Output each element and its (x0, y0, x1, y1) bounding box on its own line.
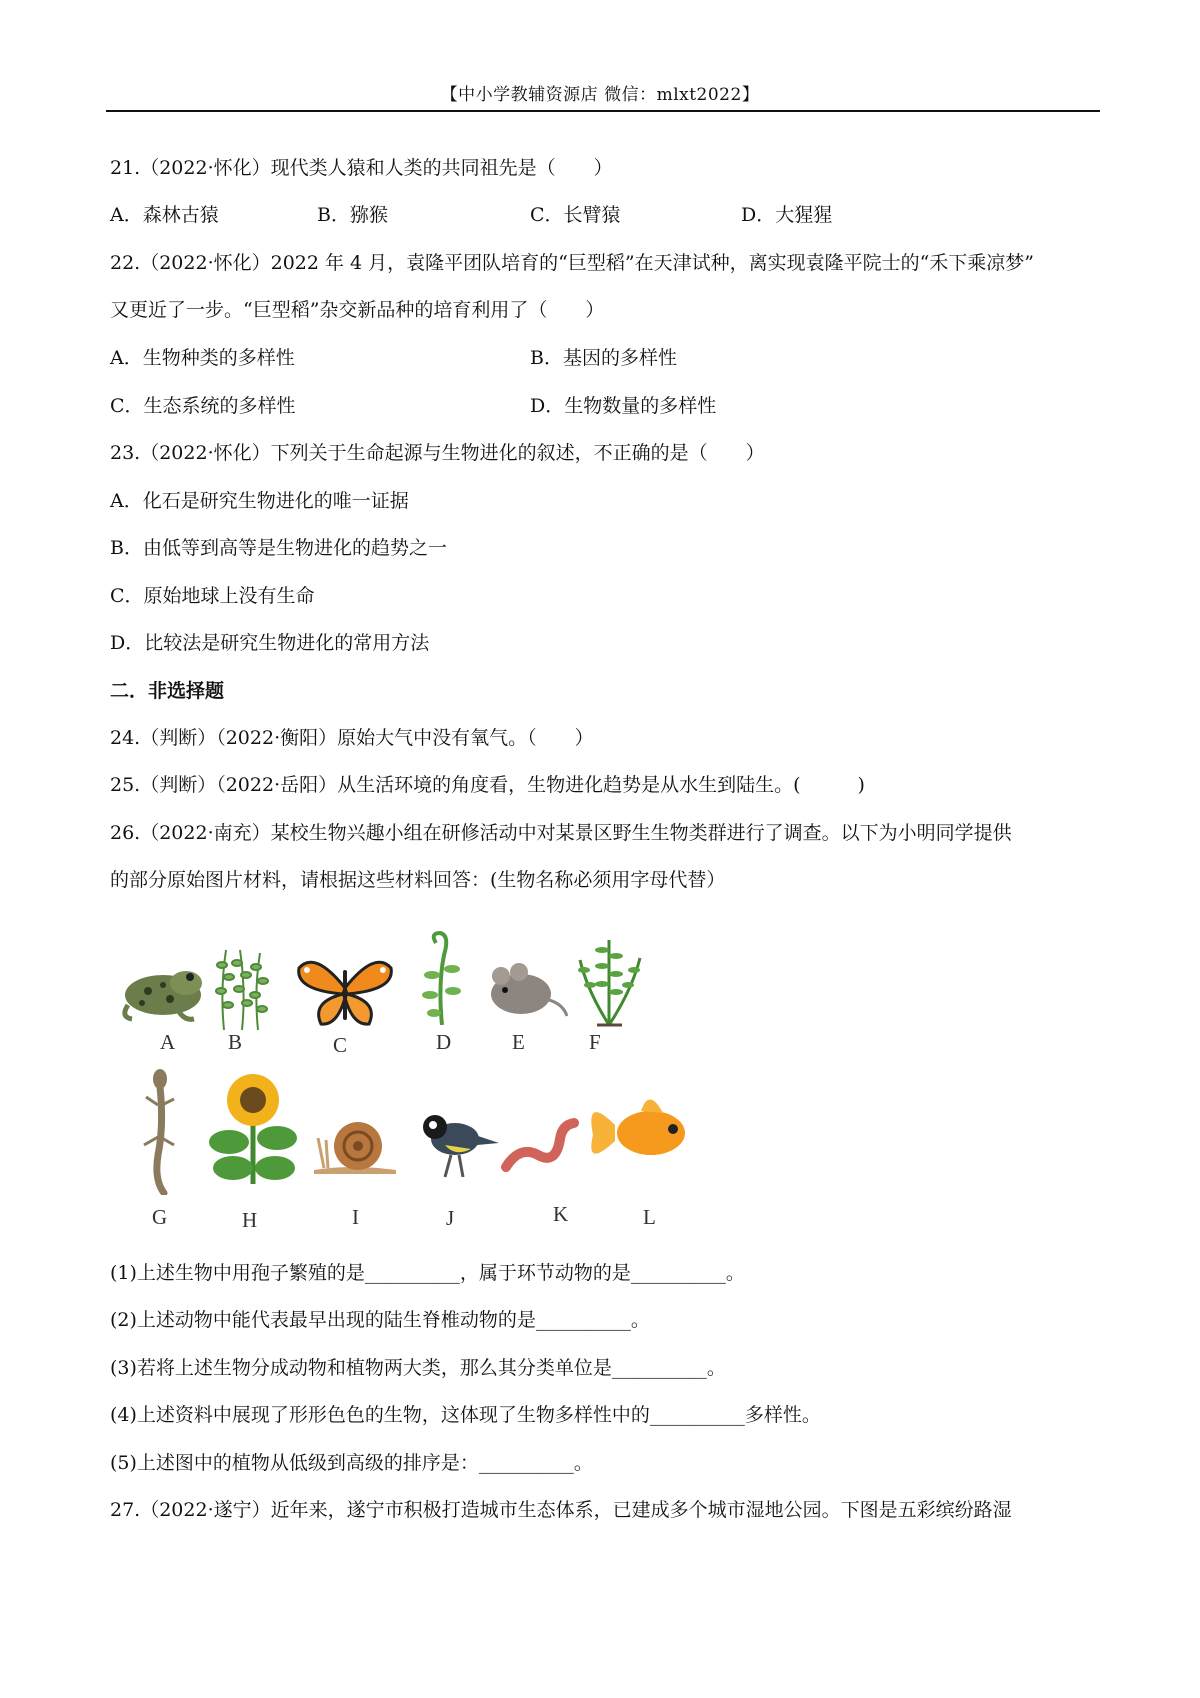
q24-stem: 24.（判断）（2022·衡阳）原始大气中没有氧气。（ ） (110, 727, 594, 749)
q22-stem-line2: 又更近了一步。“巨型稻”杂交新品种的培育利用了（ ） (110, 299, 605, 321)
organism-label: J (446, 1206, 455, 1230)
sunflower-image (205, 1072, 300, 1187)
q26-sub-question: (4)上述资料中展现了形形色色的生物，这体现了生物多样性中的__________多样性。 (110, 1404, 821, 1426)
q26-sub-question: (5)上述图中的植物从低级到高级的排序是：__________。 (110, 1452, 593, 1474)
q22-option-a: A．生物种类的多样性 (110, 347, 295, 369)
moss-image (212, 945, 272, 1030)
organism-label: H (242, 1208, 258, 1232)
butterfly-image (295, 950, 395, 1030)
organism-label: K (553, 1202, 569, 1226)
q26-stem-line2: 的部分原始图片材料，请根据这些材料回答：(生物名称必须用字母代替） (110, 869, 726, 891)
lizard-image (138, 1065, 183, 1195)
q26-stem-line1: 26.（2022·南充）某校生物兴趣小组在研修活动中对某景区野生生物类群进行了调查。以下为小明同学提供 (110, 822, 1012, 844)
q23-stem: 23.（2022·怀化）下列关于生命起源与生物进化的叙述，不正确的是（ ） (110, 442, 765, 464)
q22-option-b: B．基因的多样性 (530, 347, 677, 369)
organism-label: A (160, 1030, 176, 1054)
organism-label: L (643, 1205, 656, 1229)
organism-label: E (512, 1030, 525, 1054)
organism-label: G (152, 1205, 168, 1229)
mouse-image (483, 960, 568, 1020)
q22-stem-line1: 22.（2022·怀化）2022 年 4 月，袁隆平团队培育的“巨型稻”在天津试种，离实现袁隆平院士的“禾下乘凉梦” (110, 252, 1035, 274)
q26-sub-question: (3)若将上述生物分成动物和植物两大类，那么其分类单位是__________。 (110, 1357, 726, 1379)
section-title: 二．非选择题 (110, 680, 225, 702)
frog-image (118, 955, 208, 1025)
q21-option-d: D．大猩猩 (741, 204, 833, 226)
q23-option-a: A．化石是研究生物进化的唯一证据 (110, 490, 409, 512)
q27-stem: 27.（2022·遂宁）近年来，遂宁市积极打造城市生态体系，已建成多个城市湿地公园。下图是五彩缤纷路湿 (110, 1499, 1012, 1521)
organism-label: F (589, 1030, 601, 1054)
fern-image (572, 930, 647, 1030)
snail-image (310, 1108, 400, 1178)
header-divider (106, 110, 1100, 112)
q22-option-d: D．生物数量的多样性 (530, 395, 717, 417)
q21-option-a: A．森林古猿 (110, 204, 219, 226)
q22-option-c: C．生态系统的多样性 (110, 395, 296, 417)
organism-label: C (333, 1033, 348, 1057)
q25-stem: 25.（判断）（2022·岳阳）从生活环境的角度看，生物进化趋势是从水生到陆生。( ) (110, 774, 865, 796)
q23-option-b: B．由低等到高等是生物进化的趋势之一 (110, 537, 447, 559)
q23-option-d: D．比较法是研究生物进化的常用方法 (110, 632, 430, 654)
q21-option-b: B．猕猴 (317, 204, 388, 226)
q23-option-c: C．原始地球上没有生命 (110, 585, 315, 607)
goldfish-image (585, 1085, 695, 1175)
q21-stem: 21.（2022·怀化）现代类人猿和人类的共同祖先是（ ） (110, 157, 613, 179)
organism-label: D (436, 1030, 452, 1054)
earthworm-image (500, 1115, 580, 1175)
q21-option-c: C．长臂猿 (530, 204, 621, 226)
q26-sub-question: (1)上述生物中用孢子繁殖的是__________，属于环节动物的是__________。 (110, 1262, 745, 1284)
q26-sub-question: (2)上述动物中能代表最早出现的陆生脊椎动物的是__________。 (110, 1309, 650, 1331)
organism-label: I (352, 1205, 359, 1229)
bird-image (415, 1105, 500, 1185)
page-header: 【中小学教辅资源店 微信：mlxt2022】 (440, 85, 760, 105)
fern-sprout-image (420, 925, 465, 1025)
organism-label: B (228, 1030, 243, 1054)
